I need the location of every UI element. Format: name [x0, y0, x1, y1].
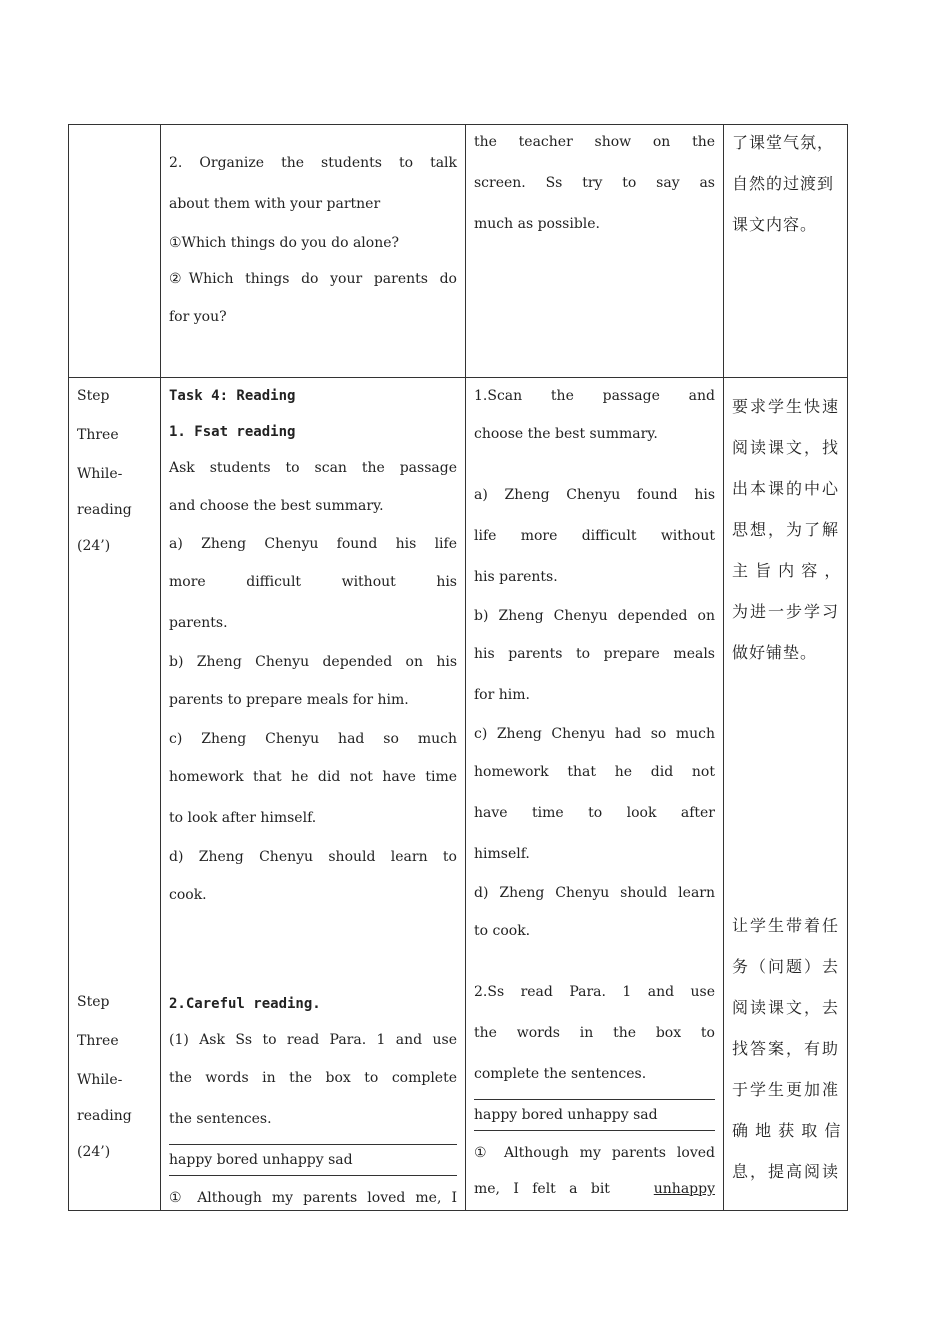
activity-line: ①Which things do you do alone? [169, 235, 400, 251]
purpose-line: 于学生更加准 [732, 1080, 839, 1099]
activity-line: parents. [169, 615, 228, 631]
task-title: Task 4: Reading [169, 388, 296, 404]
purpose-line: 做好铺垫。 [732, 643, 818, 662]
student-line: ① Although my parents loved [474, 1145, 715, 1161]
student-line: screen. Ss try to say as [474, 175, 715, 191]
activity-line: parents to prepare meals for him. [169, 692, 409, 708]
activity-line: the sentences. [169, 1111, 272, 1127]
student-line: the teacher show on the [474, 134, 715, 150]
student-line: to cook. [474, 923, 531, 939]
purpose-line: 息，提高阅读 [732, 1162, 839, 1181]
purpose-line: 出本课的中心 [732, 479, 839, 498]
answer-word: unhappy [653, 1181, 715, 1197]
student-line: life more difficult without [474, 528, 715, 544]
student-activity-cell [466, 378, 724, 1211]
activity-line: to look after himself. [169, 810, 317, 826]
lesson-plan-table [68, 124, 848, 1211]
activity-line: more difficult without his [169, 574, 457, 590]
purpose-line: 务（问题）去 [732, 957, 839, 976]
activity-line: a) Zheng Chenyu found his life [169, 536, 457, 552]
purpose-line: 主 旨 内 容 ， [732, 561, 842, 580]
purpose-cell [724, 125, 848, 378]
purpose-line: 课文内容。 [732, 215, 818, 234]
student-line: his parents. [474, 569, 558, 585]
activity-line: 2. Organize the students to talk [169, 155, 457, 171]
student-line: the words in the box to [474, 1025, 715, 1041]
activity-line: cook. [169, 887, 207, 903]
student-line: b) Zheng Chenyu depended on [474, 608, 715, 624]
purpose-line: 自然的过渡到 [732, 174, 835, 193]
purpose-line: 要求学生快速 [732, 397, 839, 416]
student-line: 1.Scan the passage and [474, 388, 715, 404]
purpose-line: 思想，为了解 [732, 520, 839, 539]
careful-reading-title: 2.Careful reading. [169, 996, 321, 1012]
teacher-activity-cell [161, 125, 466, 378]
student-line: himself. [474, 846, 530, 862]
student-line: his parents to prepare meals [474, 646, 715, 662]
activity-line: c) Zheng Chenyu had so much [169, 731, 457, 747]
step-label: While- [77, 466, 123, 482]
step-cell [69, 125, 161, 378]
activity-line: about them with your partner [169, 196, 381, 212]
student-line: for him. [474, 687, 530, 703]
student-line: a) Zheng Chenyu found his [474, 487, 715, 503]
step-label: Step [77, 388, 110, 404]
activity-line: Ask students to scan the passage [169, 460, 457, 476]
activity-line: homework that he did not have time [169, 769, 457, 785]
student-line: have time to look after [474, 805, 715, 821]
step-label: Three [77, 1033, 119, 1049]
purpose-cell [724, 378, 848, 1211]
student-line: homework that he did not [474, 764, 715, 780]
table-row [69, 125, 848, 378]
activity-line: the words in the box to complete [169, 1070, 457, 1086]
purpose-line: 找答案，有助 [732, 1039, 839, 1058]
student-line [474, 1171, 715, 1207]
activity-line: for you? [169, 309, 227, 325]
teacher-activity-cell [161, 378, 466, 1211]
student-line: c) Zheng Chenyu had so much [474, 726, 715, 742]
student-activity-cell [466, 125, 724, 378]
purpose-line: 让学生带着任 [732, 916, 839, 935]
student-line: much as possible. [474, 216, 600, 232]
purpose-line: 了课堂气氛， [732, 133, 835, 152]
sentence-text: me, I felt a bit [474, 1181, 610, 1197]
activity-line: and choose the best summary. [169, 498, 384, 514]
activity-line: ②Which things do your parents do [169, 271, 457, 287]
activity-line: d) Zheng Chenyu should learn to [169, 849, 457, 865]
step-time: (24’) [77, 538, 111, 554]
student-line: choose the best summary. [474, 426, 658, 442]
step-label: Step [77, 994, 110, 1010]
purpose-line: 阅读课文，去 [732, 998, 839, 1017]
step-label: reading [77, 502, 132, 518]
word-box: happy bored unhappy sad [474, 1099, 715, 1131]
purpose-line: 为进一步学习 [732, 602, 839, 621]
fast-reading-title: 1. Fsat reading [169, 424, 296, 440]
step-label: reading [77, 1108, 132, 1124]
step-cell [69, 378, 161, 1211]
purpose-line: 确 地 获 取 信 [732, 1121, 842, 1140]
step-time: (24’) [77, 1144, 111, 1160]
step-label: While- [77, 1072, 123, 1088]
student-line: complete the sentences. [474, 1066, 647, 1082]
purpose-line: 阅读课文，找 [732, 438, 839, 457]
table-row [69, 378, 848, 1211]
activity-line: (1) Ask Ss to read Para. 1 and use [169, 1032, 457, 1048]
word-box: happy bored unhappy sad [169, 1144, 457, 1176]
activity-line: b) Zheng Chenyu depended on his [169, 654, 457, 670]
step-label: Three [77, 427, 119, 443]
student-line: d) Zheng Chenyu should learn [474, 885, 715, 901]
activity-line: ① Although my parents loved me, I [169, 1190, 457, 1206]
student-line: 2.Ss read Para. 1 and use [474, 984, 715, 1000]
